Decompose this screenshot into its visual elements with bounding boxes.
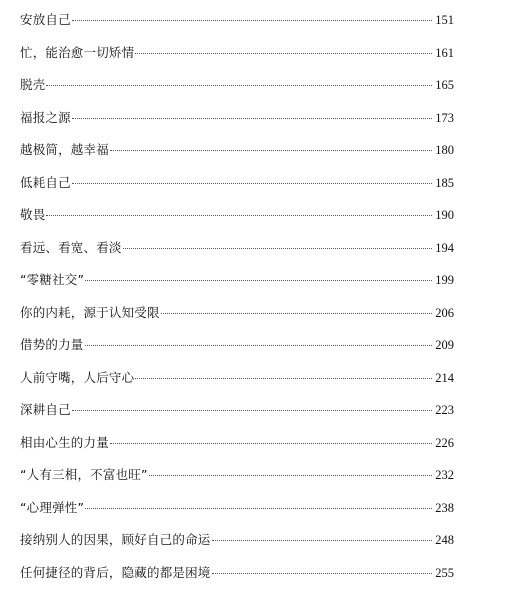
dot-leader [212,572,433,574]
toc-entry-page-number: 173 [435,111,454,126]
toc-entry-title: 福报之源 [20,108,71,126]
toc-entry-page-number: 151 [435,13,454,28]
toc-entry-title: 借势的力量 [20,335,84,353]
dot-leader [46,84,432,86]
dot-leader [123,247,433,249]
dot-leader [72,409,432,411]
toc-entry-page-number: 232 [435,468,454,483]
toc-entry-title: 忙，能治愈一切矫情 [20,43,134,61]
toc-entry[interactable] [20,205,454,238]
toc-entry-title: 任何捷径的背后，隐藏的都是困境 [20,563,211,581]
dot-leader [110,442,432,444]
dot-leader [72,182,432,184]
toc-entry[interactable] [20,530,454,563]
dot-leader [135,377,432,379]
toc-entry[interactable] [20,563,454,595]
toc-entry-title: 安放自己 [20,10,71,28]
toc-entry-page-number: 165 [435,78,454,93]
toc-entry-page-number: 194 [435,241,454,256]
dot-leader [46,214,432,216]
toc-entry[interactable] [20,303,454,336]
dot-leader [72,19,432,21]
toc-entry[interactable] [20,270,454,303]
toc-entry-page-number: 206 [435,306,454,321]
toc-entry[interactable] [20,368,454,401]
toc-entry-title: 低耗自己 [20,173,71,191]
dot-leader [72,117,432,119]
dot-leader [85,507,432,509]
toc-entry-title: “人有三相，不富也旺” [20,465,148,483]
dot-leader [85,344,433,346]
toc-entry-page-number: 209 [435,338,454,353]
dot-leader [161,312,433,314]
toc-entry[interactable] [20,173,454,206]
dot-leader [149,474,433,476]
toc-entry[interactable] [20,465,454,498]
toc-entry[interactable] [20,75,454,108]
toc-entry-page-number: 185 [435,176,454,191]
toc-entry[interactable] [20,43,454,76]
table-of-contents [20,10,454,595]
toc-entry-page-number: 238 [435,501,454,516]
toc-entry-title: 相由心生的力量 [20,433,109,451]
toc-entry[interactable] [20,108,454,141]
toc-entry-page-number: 248 [435,533,454,548]
toc-entry-title: 人前守嘴，人后守心 [20,368,134,386]
toc-entry[interactable] [20,498,454,531]
toc-entry[interactable] [20,335,454,368]
toc-entry-page-number: 190 [435,208,454,223]
toc-entry-title: 脱壳 [20,75,45,93]
toc-entry[interactable] [20,433,454,466]
toc-entry-title: 深耕自己 [20,400,71,418]
toc-entry-title: 接纳别人的因果，顾好自己的命运 [20,530,211,548]
toc-entry-title: “零糖社交” [20,270,84,288]
toc-entry-page-number: 180 [435,143,454,158]
toc-entry-page-number: 199 [435,273,454,288]
toc-entry-title: 看远、看宽、看淡 [20,238,122,256]
toc-entry-page-number: 214 [435,371,454,386]
toc-entry-title: 越极简，越幸福 [20,140,109,158]
toc-entry-page-number: 226 [435,436,454,451]
dot-leader [212,539,433,541]
toc-entry[interactable] [20,10,454,43]
toc-entry-title: 你的内耗，源于认知受限 [20,303,160,321]
toc-entry-title: “心理弹性” [20,498,84,516]
toc-entry-page-number: 255 [435,566,454,581]
toc-entry[interactable] [20,238,454,271]
toc-entry-title: 敬畏 [20,205,45,223]
dot-leader [135,52,432,54]
toc-entry[interactable] [20,140,454,173]
toc-entry-page-number: 223 [435,403,454,418]
toc-entry-page-number: 161 [435,46,454,61]
toc-entry[interactable] [20,400,454,433]
dot-leader [110,149,432,151]
dot-leader [85,279,432,281]
